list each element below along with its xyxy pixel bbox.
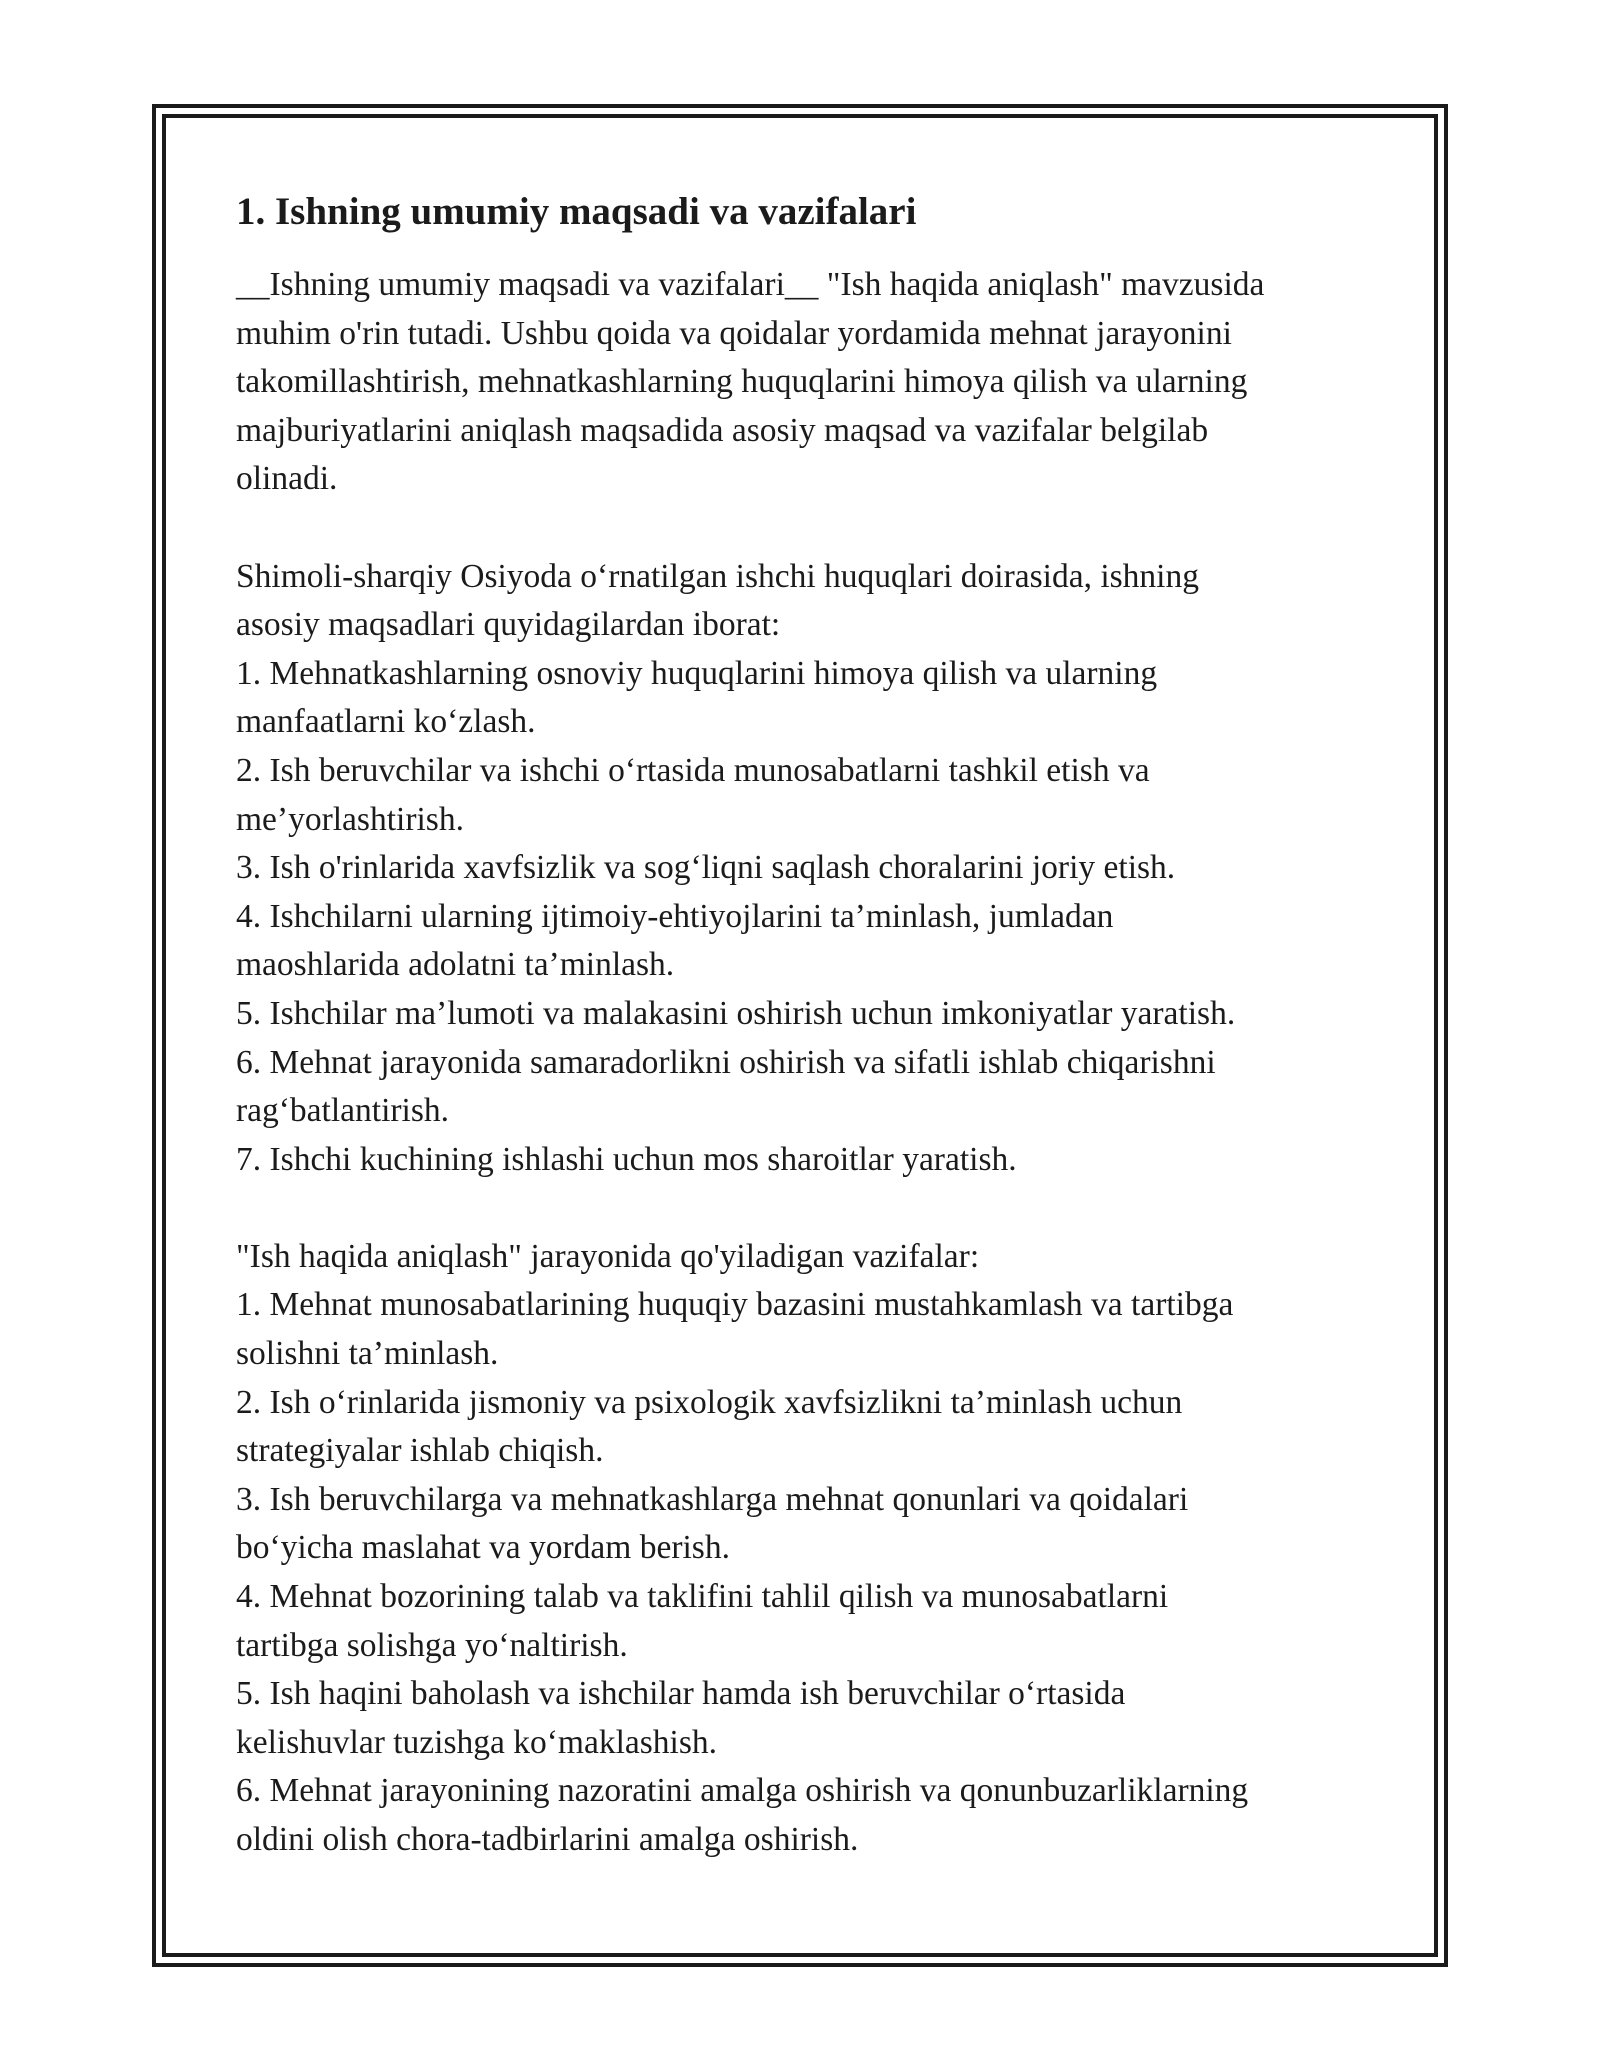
text-line: __Ishning umumiy maqsadi va vazifalari__ "Ish haqida aniqlash" mavzusida: [236, 266, 1265, 303]
task-list-item: 5. Ish haqini baholash va ishchilar hamda ish beruvchilar o‘rtasida: [236, 1675, 1126, 1713]
text-line: takomillashtirish, mehnatkashlarning huquqlarini himoya qilish va ularning: [236, 363, 1248, 401]
goal-list-item: 6. Mehnat jarayonida samaradorlikni oshirish va sifatli ishlab chiqarishni: [236, 1043, 1216, 1081]
goal-list-item: 4. Ishchilarni ularning ijtimoiy-ehtiyojlarini ta’minlash, jumladan: [236, 897, 1114, 935]
document-title: 1. Ishning umumiy maqsadi va vazifalari: [236, 190, 917, 233]
goals-section: [236, 553, 1376, 1185]
goal-list-item: 1. Mehnatkashlarning osnoviy huquqlarini himoya qilish va ularning: [236, 654, 1158, 692]
goal-list-item: rag‘batlantirish.: [236, 1092, 450, 1130]
goals-intro-line: asosiy maqsadlari quyidagilardan iborat:: [236, 606, 781, 644]
task-list-item: bo‘yicha maslahat va yordam berish.: [236, 1529, 730, 1567]
goal-list-item: maoshlarida adolatni ta’minlash.: [236, 946, 675, 984]
text-line: olinadi.: [236, 460, 338, 498]
goal-list-item: me’yorlashtirish.: [236, 800, 464, 838]
task-list-item: oldini olish chora-tadbirlarini amalga oshirish.: [236, 1821, 859, 1858]
goal-list-item: 2. Ish beruvchilar va ishchi o‘rtasida munosabatlarni tashkil etish va: [236, 751, 1150, 789]
goals-intro-line: Shimoli-sharqiy Osiyoda o‘rnatilgan ishchi huquqlari doirasida, ishning: [236, 557, 1199, 595]
tasks-section: [236, 1233, 1376, 1865]
task-list-item: 4. Mehnat bozorining talab va taklifini tahlil qilish va munosabatlarni: [236, 1578, 1169, 1616]
text-line: majburiyatlarini aniqlash maqsadida asosiy maqsad va vazifalar belgilab: [236, 411, 1209, 449]
goal-list-item: 3. Ish o'rinlarida xavfsizlik va sog‘liqni saqlash choralarini joriy etish.: [236, 849, 1176, 887]
text-line: muhim o'rin tutadi. Ushbu qoida va qoidalar yordamida mehnat jarayonini: [236, 314, 1232, 352]
task-list-item: solishni ta’minlash.: [236, 1335, 499, 1373]
task-list-item: 6. Mehnat jarayonining nazoratini amalga oshirish va qonunbuzarliklarning: [236, 1772, 1249, 1810]
task-list-item: 1. Mehnat munosabatlarining huquqiy bazasini mustahkamlash va tartibga: [236, 1286, 1234, 1324]
goal-list-item: manfaatlarni ko‘zlash.: [236, 703, 536, 741]
task-list-item: kelishuvlar tuzishga ko‘maklashish.: [236, 1723, 718, 1761]
paragraph-spacer: [236, 1184, 1376, 1233]
intro-paragraph: [236, 261, 1376, 504]
tasks-intro-line: "Ish haqida aniqlash" jarayonida qo'yiladigan vazifalar:: [236, 1237, 980, 1275]
goal-list-item: 7. Ishchi kuchining ishlashi uchun mos sharoitlar yaratish.: [236, 1140, 1017, 1178]
task-list-item: tartibga solishga yo‘naltirish.: [236, 1626, 628, 1664]
task-list-item: 2. Ish o‘rinlarida jismoniy va psixologik xavfsizlikni ta’minlash uchun: [236, 1383, 1183, 1421]
task-list-item: strategiyalar ishlab chiqish.: [236, 1432, 604, 1470]
paragraph-spacer: [236, 504, 1376, 553]
task-list-item: 3. Ish beruvchilarga va mehnatkashlarga mehnat qonunlari va qoidalari: [236, 1480, 1189, 1518]
document-body: [236, 186, 1376, 1865]
goal-list-item: 5. Ishchilar ma’lumoti va malakasini oshirish uchun imkoniyatlar yaratish.: [236, 994, 1236, 1032]
